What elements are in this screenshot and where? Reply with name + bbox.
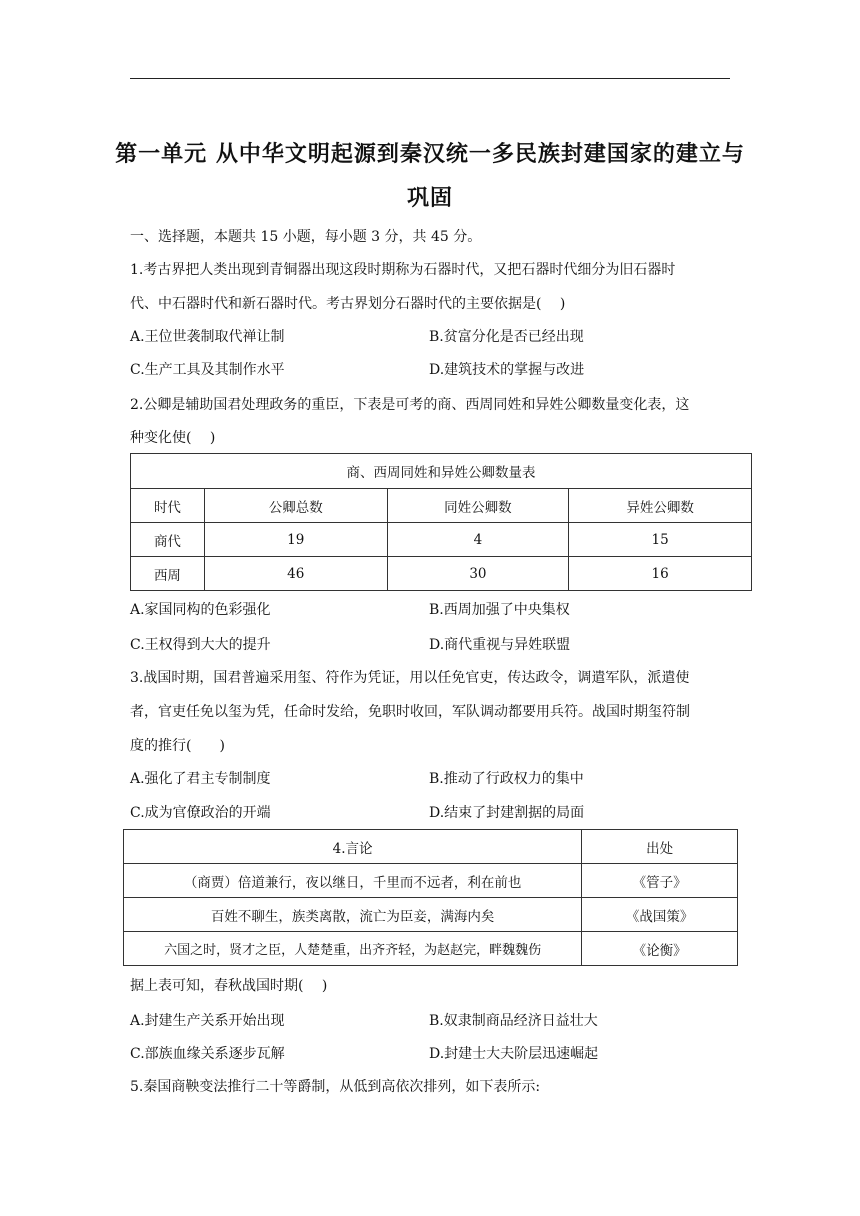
table-row <box>131 523 752 557</box>
q2-option-d[interactable]: D.商代重视与异姓联盟 <box>429 637 571 653</box>
q1-option-b[interactable]: B.贫富分化是否已经出现 <box>429 329 584 345</box>
q1-stem-line2: 代、中石器时代和新石器时代。考古界划分石器时代的主要依据是( ) <box>130 296 566 312</box>
q4-option-d[interactable]: D.封建士大夫阶层迅速崛起 <box>429 1046 599 1062</box>
table-cell: 30 <box>387 557 569 591</box>
q4-stem: 据上表可知，春秋战国时期( ) <box>130 978 328 994</box>
table-cell: 西周 <box>131 557 205 591</box>
document-title-line2: 巩固 <box>406 186 453 211</box>
q3-stem-line3: 度的推行( ) <box>130 738 225 754</box>
q4-option-c[interactable]: C.部族血缘关系逐步瓦解 <box>130 1046 285 1062</box>
q2-stem-line2: 种变化使( ) <box>130 430 216 446</box>
q4-option-a[interactable]: A.封建生产关系开始出现 <box>130 1013 285 1029</box>
table-row <box>124 864 738 898</box>
table-cell: 百姓不聊生，族类离散，流亡为臣妾，满海内矣 <box>124 898 582 932</box>
q2-header-diff-surname: 异姓公卿数 <box>569 489 752 523</box>
q1-option-c[interactable]: C.生产工具及其制作水平 <box>130 362 285 378</box>
table-cell: 16 <box>569 557 752 591</box>
q4-table <box>123 829 738 966</box>
q3-option-b[interactable]: B.推动了行政权力的集中 <box>429 771 584 787</box>
q2-table-caption: 商、西周同姓和异姓公卿数量表 <box>131 454 752 489</box>
table-cell: （商贾）倍道兼行，夜以继日，千里而不远者，利在前也 <box>124 864 582 898</box>
q2-header-total: 公卿总数 <box>204 489 387 523</box>
q4-header-source: 出处 <box>582 830 738 864</box>
q4-header-statement: 4.言论 <box>124 830 582 864</box>
table-cell: 4 <box>387 523 569 557</box>
header-rule <box>130 78 730 79</box>
q4-option-b[interactable]: B.奴隶制商品经济日益壮大 <box>429 1013 598 1029</box>
table-cell: 《论衡》 <box>582 932 738 966</box>
q2-header-same-surname: 同姓公卿数 <box>387 489 569 523</box>
table-row <box>124 932 738 966</box>
q2-header-era: 时代 <box>131 489 205 523</box>
q2-option-a[interactable]: A.家国同构的色彩强化 <box>130 602 271 618</box>
q3-stem-line2: 者，官吏任免以玺为凭，任命时发给，免职时收回，军队调动都要用兵符。战国时期玺符制 <box>130 704 690 720</box>
document-title-line1: 第一单元 从中华文明起源到秦汉统一多民族封建国家的建立与 <box>115 142 745 167</box>
table-cell: 15 <box>569 523 752 557</box>
table-cell: 商代 <box>131 523 205 557</box>
table-cell: 《管子》 <box>582 864 738 898</box>
table-cell: 19 <box>204 523 387 557</box>
table-cell: 46 <box>204 557 387 591</box>
q1-option-a[interactable]: A.王位世袭制取代禅让制 <box>130 329 285 345</box>
q2-option-b[interactable]: B.西周加强了中央集权 <box>429 602 570 618</box>
table-row <box>124 898 738 932</box>
section-heading: 一、选择题，本题共 15 小题，每小题 3 分，共 45 分。 <box>130 229 482 245</box>
q2-stem-line1: 2.公卿是辅助国君处理政务的重臣，下表是可考的商、西周同姓和异姓公卿数量变化表，这 <box>130 397 690 413</box>
q5-stem-line1: 5.秦国商鞅变法推行二十等爵制，从低到高依次排列，如下表所示: <box>130 1079 541 1095</box>
q3-option-d[interactable]: D.结束了封建割据的局面 <box>429 805 585 821</box>
q1-stem-line1: 1.考古界把人类出现到青铜器出现这段时期称为石器时代，又把石器时代细分为旧石器时 <box>130 262 676 278</box>
table-cell: 《战国策》 <box>582 898 738 932</box>
table-cell: 六国之时，贤才之臣，人楚楚重，出齐齐轻，为赵赵完，畔魏魏伤 <box>124 932 582 966</box>
table-row <box>131 557 752 591</box>
q3-stem-line1: 3.战国时期，国君普遍采用玺、符作为凭证，用以任免官吏，传达政令，调遣军队，派遣使 <box>130 670 690 686</box>
q3-option-c[interactable]: C.成为官僚政治的开端 <box>130 805 271 821</box>
q2-table <box>130 453 752 591</box>
q3-option-a[interactable]: A.强化了君主专制制度 <box>130 771 271 787</box>
q2-option-c[interactable]: C.王权得到大大的提升 <box>130 637 271 653</box>
q1-option-d[interactable]: D.建筑技术的掌握与改进 <box>429 362 585 378</box>
